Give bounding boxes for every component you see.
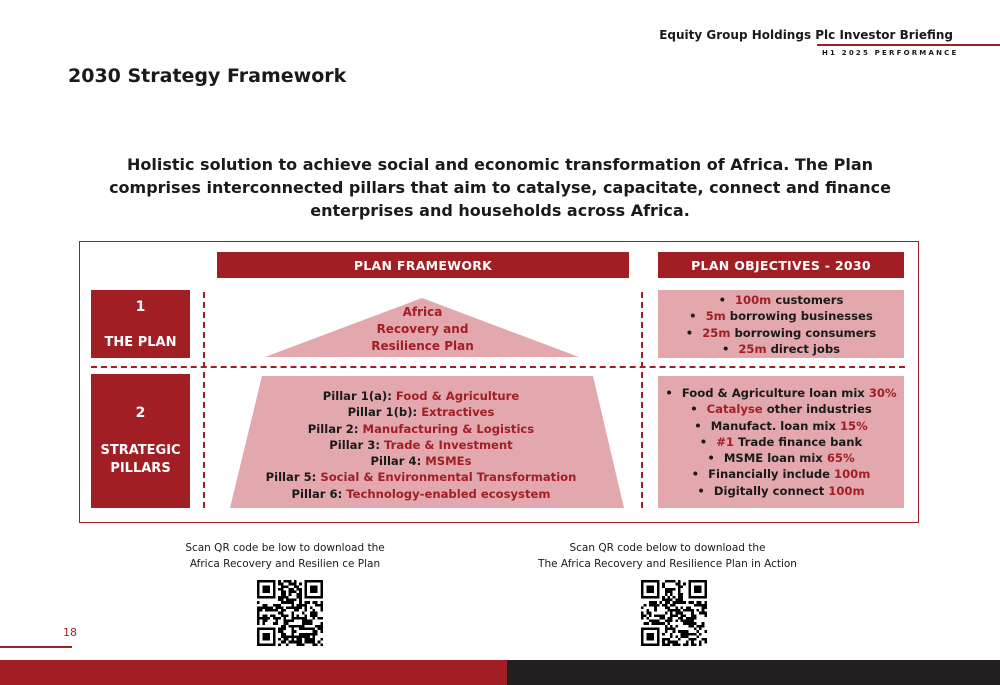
objective-post: Trade finance bank [734, 434, 863, 449]
qr-caption-left [150, 541, 420, 572]
pillar-value: Food & Agriculture [395, 389, 520, 403]
objective-highlight: 5m [705, 309, 726, 324]
pillar-item [250, 388, 592, 404]
plan-roof-line: Africa [402, 305, 443, 319]
pillar-item [250, 486, 592, 502]
plan-objectives-list [658, 290, 904, 357]
pillar-name: Pillar 3: [329, 437, 380, 452]
objective-pre: Manufact. loan mix [710, 418, 840, 433]
objective-item [658, 292, 904, 308]
row-label-text: THE PLAN [104, 335, 177, 350]
objective-highlight: 25m [702, 325, 731, 340]
plan-roof-label [340, 304, 505, 355]
objective-item [658, 325, 904, 341]
pillar-value: Social & Environmental Transformation [320, 470, 577, 485]
page-number: 18 [63, 626, 77, 639]
objective-item [658, 341, 904, 357]
pillar-objectives-box [658, 376, 904, 508]
header-title: Equity Group Holdings Plc Investor Briefing [659, 28, 953, 42]
pillar-value: Manufacturing & Logistics [362, 421, 535, 436]
objective-highlight: 65% [826, 451, 855, 466]
objective-item [658, 401, 904, 417]
pillar-name: Pillar 1(b): [347, 405, 418, 420]
objective-pre: Food & Agriculture loan mix [681, 386, 869, 400]
qr-caption-line: Scan QR code below to download the [569, 542, 766, 554]
plan-objectives-header: PLAN OBJECTIVES - 2030 [658, 252, 904, 278]
objective-text: customers [771, 293, 844, 307]
objective-text: direct jobs [766, 341, 841, 356]
pillar-item [250, 421, 592, 437]
pillar-value: Extractives [421, 405, 495, 420]
objective-post: other industries [762, 402, 872, 417]
pillar-item [250, 469, 592, 485]
qr-code-icon[interactable] [256, 580, 324, 646]
pillar-item [250, 404, 592, 420]
objective-item [658, 483, 904, 499]
pillar-value: Technology-enabled ecosystem [346, 486, 551, 501]
row-label-line: STRATEGIC PILLARS [100, 443, 181, 476]
objective-highlight: 15% [839, 418, 868, 433]
plan-framework-header: PLAN FRAMEWORK [217, 252, 629, 278]
objective-item [658, 418, 904, 434]
objective-highlight: 25m [738, 341, 767, 356]
objective-pre: Financially include [708, 467, 835, 482]
qr-code-icon[interactable] [640, 580, 708, 646]
pillars-list [250, 388, 592, 502]
qr-caption-right [510, 541, 825, 572]
intro-statement: Holistic solution to achieve social and economic transformation of Africa. The Plan comprises interconnected pillars that aim to catalyse, capacitate, connect and finance enterprises and households across Africa. [109, 155, 891, 220]
plan-roof-line: Resilience Plan [371, 339, 474, 353]
qr-caption-line: Africa Recovery and Resilien ce Plan [189, 557, 381, 570]
objective-text: borrowing consumers [730, 325, 877, 340]
plan-objectives-box [658, 290, 904, 358]
pillar-value: MSMEs [425, 454, 472, 469]
pillar-name: Pillar 2: [307, 421, 359, 436]
pillar-name: Pillar 1(a): [322, 389, 392, 403]
objective-item [658, 450, 904, 466]
objective-item [658, 385, 904, 401]
pillar-name: Pillar 5: [265, 470, 317, 485]
row-number: 2 [135, 405, 146, 421]
objective-highlight: 100m [828, 483, 865, 498]
qr-caption-line: The Africa Recovery and Resilience Plan in Action [538, 557, 797, 570]
page-title: 2030 Strategy Framework [68, 65, 347, 87]
objective-item [658, 466, 904, 482]
objective-text: borrowing businesses [725, 309, 873, 324]
pillar-item [250, 453, 592, 469]
row-number: 1 [135, 299, 146, 315]
objective-highlight: #1 [716, 434, 734, 449]
objective-highlight: 30% [868, 386, 897, 400]
footer-dark-band [507, 660, 1000, 685]
plan-roof-line: Recovery and [376, 322, 469, 336]
pillar-name: Pillar 4: [370, 454, 422, 469]
objective-highlight: 100m [734, 293, 772, 307]
header-subtitle: H1 2025 PERFORMANCE [822, 49, 959, 57]
objective-item [658, 308, 904, 324]
pillar-value: Trade & Investment [384, 437, 513, 452]
page-number-rule [0, 646, 72, 648]
objective-pre: MSME loan mix [723, 451, 827, 466]
objective-pre: Digitally connect [713, 483, 829, 498]
objective-highlight: Catalyse [706, 402, 763, 417]
pillar-objectives-list [658, 376, 904, 499]
qr-caption-line: Scan QR code be low to download the [185, 542, 385, 554]
pillar-name: Pillar 6: [291, 486, 343, 501]
pillar-item [250, 437, 592, 453]
objective-highlight: 100m [834, 467, 871, 482]
objective-item [658, 434, 904, 450]
footer-red-band [0, 660, 507, 685]
